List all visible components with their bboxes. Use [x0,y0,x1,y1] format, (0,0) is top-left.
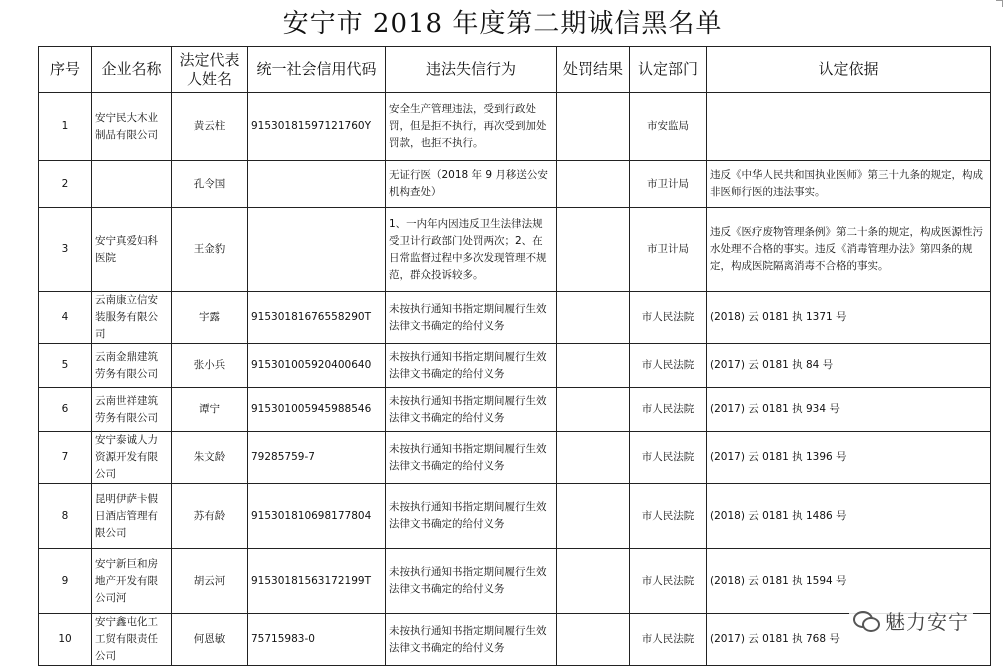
row-penalty [557,93,630,161]
row-company [92,161,172,208]
table-row [39,292,991,344]
row-company: 安宁新巨和房地产开发有限公司河 [92,549,172,614]
row-penalty [557,208,630,292]
table-row [39,388,991,432]
row-department: 市人民法院 [630,292,707,344]
row-basis: (2018) 云 0181 执 1371 号 [707,292,991,344]
wechat-watermark [849,604,973,637]
table-row [39,208,991,292]
row-basis: 违反《医疗废物管理条例》第二十条的规定，构成医源性污水处理不合格的事实。违反《消毒管理办法》第四条的规定，构成医院隔离消毒不合格的事实。 [707,208,991,292]
row-index: 6 [39,388,92,432]
row-representative: 何恩敏 [172,614,248,666]
row-representative: 黄云柱 [172,93,248,161]
header-violation: 违法失信行为 [386,47,557,93]
row-basis: (2017) 云 0181 执 768 号 [707,614,991,666]
row-department: 市人民法院 [630,614,707,666]
row-violation: 未按执行通知书指定期间履行生效法律文书确定的给付义务 [386,388,557,432]
table-row [39,432,991,484]
row-company: 安宁泰诚人力资源开发有限公司 [92,432,172,484]
table-row [39,549,991,614]
row-basis: (2017) 云 0181 执 934 号 [707,388,991,432]
row-department: 市人民法院 [630,484,707,549]
row-penalty [557,292,630,344]
row-penalty [557,549,630,614]
row-violation: 无证行医（2018 年 9 月移送公安机构查处） [386,161,557,208]
row-basis [707,93,991,161]
header-department: 认定部门 [630,47,707,93]
row-company: 安宁民大木业制品有限公司 [92,93,172,161]
row-penalty [557,344,630,388]
row-violation: 未按执行通知书指定期间履行生效法律文书确定的给付义务 [386,432,557,484]
header-credit-code: 统一社会信用代码 [248,47,386,93]
row-credit-code: 91530181563172199T [248,549,386,614]
row-index: 10 [39,614,92,666]
row-basis: (2018) 云 0181 执 1486 号 [707,484,991,549]
row-violation: 未按执行通知书指定期间履行生效法律文书确定的给付义务 [386,614,557,666]
blacklist-table [38,46,991,666]
table-row [39,614,991,666]
row-index: 3 [39,208,92,292]
row-credit-code: 91530181597121760Y [248,93,386,161]
row-index: 5 [39,344,92,388]
row-representative: 胡云河 [172,549,248,614]
row-credit-code: 915301810698177804 [248,484,386,549]
row-representative: 张小兵 [172,344,248,388]
row-department: 市卫计局 [630,208,707,292]
table-row [39,93,991,161]
row-violation: 1、一内年内因违反卫生法律法规受卫计行政部门处罚两次；2、在日常监督过程中多次发现管理不规范，群众投诉较多。 [386,208,557,292]
row-representative: 孔令国 [172,161,248,208]
row-representative: 王金豹 [172,208,248,292]
row-company: 云南金鼎建筑劳务有限公司 [92,344,172,388]
row-index: 4 [39,292,92,344]
row-index: 2 [39,161,92,208]
row-violation: 未按执行通知书指定期间履行生效法律文书确定的给付义务 [386,292,557,344]
row-department: 市人民法院 [630,388,707,432]
row-representative: 苏有龄 [172,484,248,549]
row-credit-code [248,208,386,292]
row-company: 昆明伊萨卡假日酒店管理有限公司 [92,484,172,549]
wechat-icon [853,611,879,631]
row-department: 市人民法院 [630,344,707,388]
header-penalty: 处罚结果 [557,47,630,93]
row-representative: 谭宁 [172,388,248,432]
row-credit-code: 915301005920400640 [248,344,386,388]
header-representative: 法定代表人姓名 [172,47,248,93]
row-basis: (2017) 云 0181 执 84 号 [707,344,991,388]
table-row [39,161,991,208]
row-credit-code [248,161,386,208]
row-penalty [557,484,630,549]
row-credit-code: 79285759-7 [248,432,386,484]
row-violation: 未按执行通知书指定期间履行生效法律文书确定的给付义务 [386,484,557,549]
row-index: 8 [39,484,92,549]
row-index: 7 [39,432,92,484]
row-violation: 未按执行通知书指定期间履行生效法律文书确定的给付义务 [386,344,557,388]
row-credit-code: 91530181676558290T [248,292,386,344]
row-violation: 未按执行通知书指定期间履行生效法律文书确定的给付义务 [386,549,557,614]
row-department: 市卫计局 [630,161,707,208]
table-header-row [39,47,991,93]
row-index: 1 [39,93,92,161]
row-basis: (2018) 云 0181 执 1594 号 [707,549,991,614]
row-representative: 朱文龄 [172,432,248,484]
row-company: 安宁鑫屯化工工贸有限责任公司 [92,614,172,666]
watermark-text: 魅力安宁 [885,610,969,634]
row-representative: 宇露 [172,292,248,344]
table-row [39,344,991,388]
row-violation: 安全生产管理违法，受到行政处罚，但是拒不执行，再次受到加处罚款，也拒不执行。 [386,93,557,161]
row-credit-code: 915301005945988546 [248,388,386,432]
row-basis: (2017) 云 0181 执 1396 号 [707,432,991,484]
row-index: 9 [39,549,92,614]
row-basis: 违反《中华人民共和国执业医师》第三十九条的规定，构成非医师行医的违法事实。 [707,161,991,208]
row-company: 安宁真爱妇科医院 [92,208,172,292]
row-credit-code: 75715983-0 [248,614,386,666]
row-department: 市人民法院 [630,549,707,614]
row-penalty [557,388,630,432]
row-penalty [557,161,630,208]
row-department: 市安监局 [630,93,707,161]
row-department: 市人民法院 [630,432,707,484]
header-index: 序号 [39,47,92,93]
table-row [39,484,991,549]
row-company: 云南康立信安装服务有限公司 [92,292,172,344]
row-penalty [557,432,630,484]
page-title: 安宁市 2018 年度第二期诚信黑名单 [282,9,723,39]
row-penalty [557,614,630,666]
row-company: 云南世祥建筑劳务有限公司 [92,388,172,432]
header-basis: 认定依据 [707,47,991,93]
header-company: 企业名称 [92,47,172,93]
